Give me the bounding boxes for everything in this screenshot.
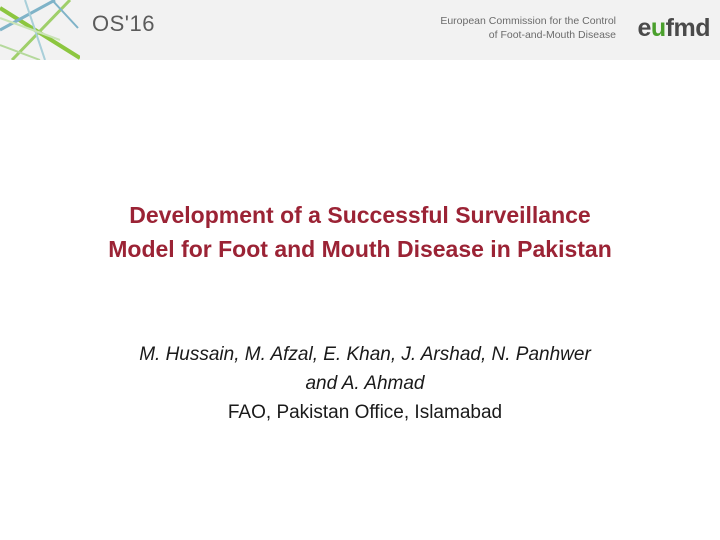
authors-line-1: M. Hussain, M. Afzal, E. Khan, J. Arshad, N. Panhwer xyxy=(139,344,591,365)
eufmd-logo-mark: u xyxy=(650,14,666,42)
affiliation: FAO, Pakistan Office, Islamabad xyxy=(227,402,503,423)
slide-header xyxy=(0,0,720,60)
os16-logo: OS'16 xyxy=(92,11,155,36)
commission-name xyxy=(376,14,616,42)
title-line-1: Development of a Successful Surveillance xyxy=(129,202,591,228)
commission-line-1: European Commission for the Control xyxy=(440,15,616,27)
title-line-2: Model for Foot and Mouth Disease in Pakistan xyxy=(108,236,612,262)
slide-title xyxy=(40,198,680,266)
eufmd-logo xyxy=(637,14,710,43)
commission-line-2: of Foot-and-Mouth Disease xyxy=(488,29,616,41)
authors-block xyxy=(40,340,690,427)
eufmd-logo-suffix: fmd xyxy=(665,14,710,42)
authors-line-2: and A. Ahmad xyxy=(305,373,425,394)
corner-network-graphic xyxy=(0,0,80,60)
eufmd-logo-prefix: e xyxy=(637,14,651,42)
